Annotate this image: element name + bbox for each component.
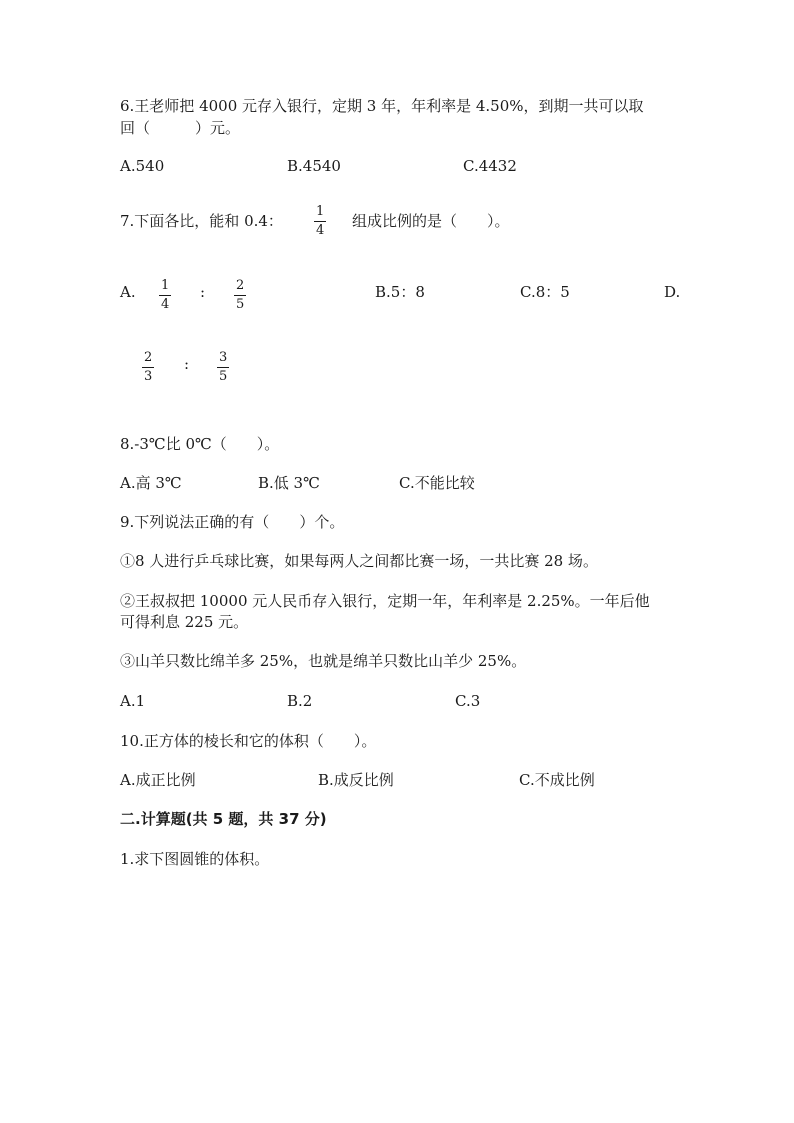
q7-stem-before: 7.下面各比，能和 0.4：	[120, 212, 283, 230]
q7-option-d-fraction1	[142, 351, 154, 384]
fraction-numerator: 1	[314, 205, 326, 222]
fraction-denominator: 4	[316, 223, 325, 238]
q9-statement-2-line2: 可得利息 225 元。	[120, 613, 249, 631]
section2-q1-stem: 1.求下图圆锥的体积。	[120, 850, 270, 868]
q7-stem-fraction	[314, 205, 326, 238]
q7-option-b[interactable]: B.5：8	[375, 283, 425, 301]
q7-option-a-colon: :	[200, 283, 206, 301]
fraction-denominator: 4	[161, 297, 170, 312]
q8-option-c[interactable]: C.不能比较	[399, 474, 475, 492]
fraction-denominator: 5	[219, 369, 228, 384]
q10-option-c[interactable]: C.不成比例	[519, 771, 595, 789]
q9-statement-1: ①8 人进行乒乓球比赛，如果每两人之间都比赛一场，一共比赛 28 场。	[120, 552, 598, 570]
q6-stem-line2: 回（ ）元。	[120, 119, 241, 137]
q9-statement-3: ③山羊只数比绵羊多 25%，也就是绵羊只数比山羊少 25%。	[120, 652, 527, 670]
q10-option-b[interactable]: B.成反比例	[318, 771, 394, 789]
q9-option-c[interactable]: C.3	[455, 692, 481, 710]
fraction-numerator: 2	[142, 351, 154, 368]
fraction-denominator: 5	[236, 297, 245, 312]
q7-option-d-fraction2	[217, 351, 229, 384]
q6-option-b[interactable]: B.4540	[287, 157, 341, 175]
fraction-denominator: 3	[144, 369, 153, 384]
q7-option-a-fraction1	[159, 279, 171, 312]
q7-option-d-colon: :	[184, 355, 190, 373]
q9-option-b[interactable]: B.2	[287, 692, 313, 710]
q7-option-d-label[interactable]: D.	[664, 283, 681, 301]
q7-option-a-label[interactable]: A.	[120, 283, 136, 301]
q6-option-a[interactable]: A.540	[120, 157, 165, 175]
q8-stem: 8.-3℃比 0℃（ ）。	[120, 435, 280, 453]
q9-stem: 9.下列说法正确的有（ ）个。	[120, 513, 345, 531]
q9-statement-2-line1: ②王叔叔把 10000 元人民币存入银行，定期一年，年利率是 2.25%。一年后他	[120, 592, 650, 610]
q9-option-a[interactable]: A.1	[120, 692, 146, 710]
section2-heading: 二.计算题(共 5 题，共 37 分)	[120, 810, 327, 828]
q7-option-a-fraction2	[234, 279, 246, 312]
q7-option-c[interactable]: C.8：5	[520, 283, 570, 301]
q8-option-b[interactable]: B.低 3℃	[258, 474, 320, 492]
q6-stem-line1: 6.王老师把 4000 元存入银行，定期 3 年，年利率是 4.50%，到期一共可以取	[120, 97, 644, 115]
q6-option-c[interactable]: C.4432	[463, 157, 517, 175]
q10-stem: 10.正方体的棱长和它的体积（ ）。	[120, 732, 377, 750]
q7-stem-after: 组成比例的是（ ）。	[352, 212, 510, 230]
q8-option-a[interactable]: A.高 3℃	[120, 474, 182, 492]
fraction-numerator: 3	[217, 351, 229, 368]
fraction-numerator: 2	[234, 279, 246, 296]
q10-option-a[interactable]: A.成正比例	[120, 771, 196, 789]
fraction-numerator: 1	[159, 279, 171, 296]
